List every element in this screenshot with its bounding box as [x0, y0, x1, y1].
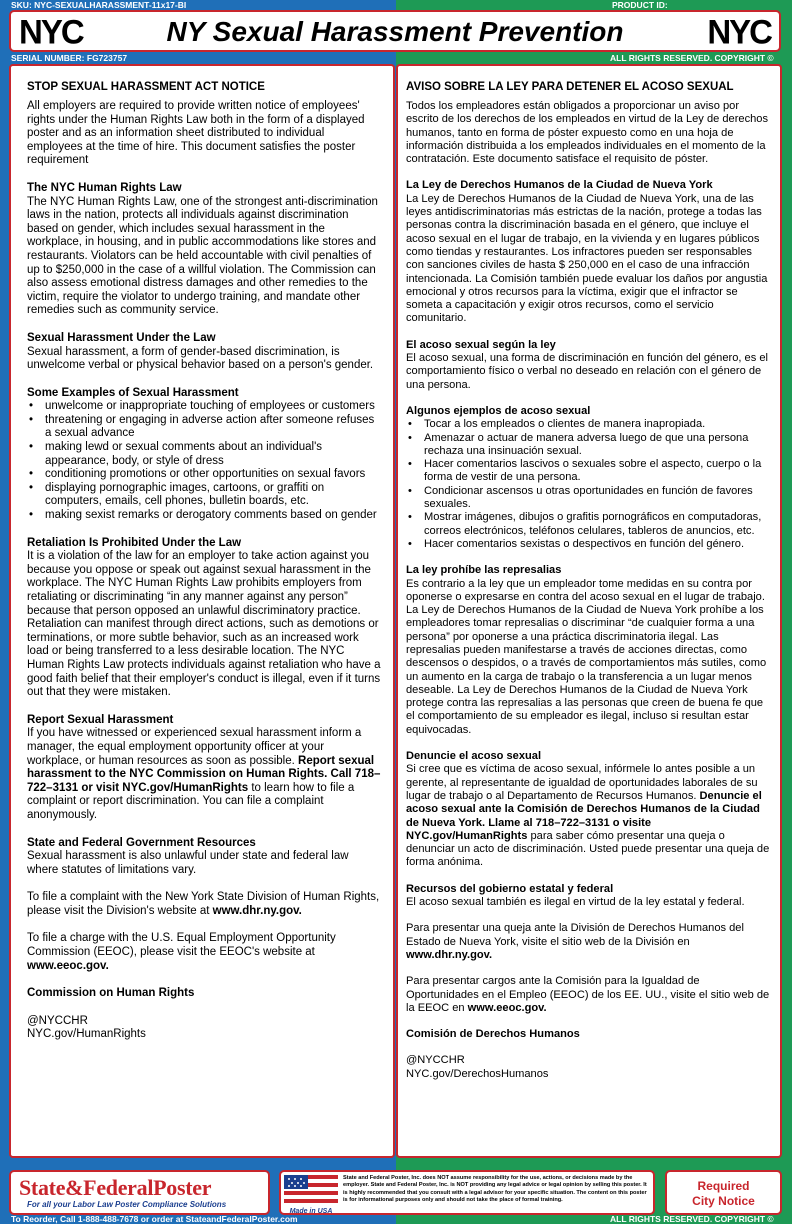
twitter-handle: @NYCCHR	[27, 1014, 88, 1027]
english-section-report	[27, 714, 381, 823]
section-body: The NYC Human Rights Law, one of the strongest anti-discrimination laws in the nation, protects all individuals against discrimination based on gender, which includes sexual harassment in the workplace, in housing, and in public accommodations like stores and restaurants. Violators can be held accountable with civil penalties of up to $250,000 in the case of a willful violation. The Commission can also assess emotional distress damages and other remedies to the victim, require the violator to undergo training, and mandate other remedies such as community service.	[27, 195, 378, 317]
city-notice-label: City Notice	[692, 1194, 755, 1208]
section-body: La Ley de Derechos Humanos de la Ciudad de Nueva York, una de las leyes antidiscriminatorias más estrictas de la nación, protege a todas las personas contra la discriminación basada en el género, que incluye el acoso sexual en el lugar de trabajo, en la vivienda y en lugares públicos como tiendas y restaurantes. Los infractores pueden ser responsables con sanciones civiles de hasta $ 250,000 en el caso de una infracción intencionada. La Comisión también puede evaluar los daños por angustia emocional y otros recursos para la víctima, exigir que el infractor se someta a capacitación y exigir otros recursos, como el servicio comunitario.	[406, 192, 768, 325]
disclaimer-text: State and Federal Poster, Inc. does NOT assume responsibility for the use, actions, or decisions made by the employer. State and Federal Poster, Inc. is NOT providing any legal advice or legal opinion by selling this poster. It is highly recommended that you consult with a legal advisor for your specific situation. The content on this poster is for informational purposes only and should not take the place of formal training.	[343, 1175, 647, 1203]
list-item: • making sexist remarks or derogatory comments based on gender	[27, 509, 381, 523]
spanish-intro: Todos los empleadores están obligados a proporcionar un aviso por escrito de los derechos de los empleados en virtud de la Ley de derechos humanos, tanto en forma de póster expuesto como en una hoja de información distribuida a los empleados individuales en el momento de la contratación. Este documento satisface el requisito de póster.	[406, 100, 768, 166]
eeoc-link[interactable]: www.eeoc.gov.	[467, 1001, 547, 1014]
section-body: El acoso sexual también es ilegal en virtud de la ley estatal y federal.	[406, 896, 745, 909]
section-body: Sexual harassment, a form of gender-based discrimination, is unwelcome verbal or physical behavior based on a person's gender.	[27, 345, 374, 372]
brand-tagline: For all your Labor Law Poster Compliance Solutions	[27, 1200, 227, 1209]
reorder-info: To Reorder, Call 1-888-488-7678 or order at StateandFederalPoster.com	[11, 1214, 298, 1224]
poster-title: NY Sexual Harassment Prevention	[166, 16, 624, 47]
spanish-section-resources	[406, 883, 770, 910]
dhr-text: Para presentar una queja ante la División de Derechos Humanos del Estado de Nueva York, visite el sitio web de la División en	[406, 922, 744, 948]
section-heading: Sexual Harassment Under the Law	[27, 331, 216, 344]
brand-logo-box	[9, 1170, 270, 1215]
section-heading: Some Examples of Sexual Harassment	[27, 386, 239, 399]
product-id-label: PRODUCT ID:	[612, 0, 668, 10]
spanish-dhr	[406, 922, 770, 962]
commission-name: Comisión de Derechos Humanos	[406, 1028, 580, 1041]
list-item: • Condicionar ascensos u otras oportunidades en función de favores sexuales.	[406, 485, 770, 512]
list-item: • conditioning promotions or other opportunities on sexual favors	[27, 468, 381, 482]
spanish-eeoc	[406, 975, 770, 1015]
spanish-contact	[406, 1054, 770, 1081]
section-heading: Denuncie el acoso sexual	[406, 750, 542, 763]
list-item: • Tocar a los empleados o clientes de manera inapropiada.	[406, 418, 770, 431]
section-heading: La Ley de Derechos Humanos de la Ciudad de Nueva York	[406, 179, 713, 192]
disclaimer-box	[279, 1170, 655, 1215]
english-dhr	[27, 891, 381, 918]
section-heading: Retaliation Is Prohibited Under the Law	[27, 536, 242, 549]
section-body: Si cree que es víctima de acoso sexual, infórmele lo antes posible a un gerente, al representante de igualdad de oportunidades laborales de su lugar de trabajo o al Departamento de Recursos Humanos.	[406, 763, 758, 802]
section-heading: Recursos del gobierno estatal y federal	[406, 882, 614, 895]
poster-header	[9, 10, 781, 52]
eeoc-text: To file a charge with the U.S. Equal Employment Opportunity Commission (EEOC), please visit the EEOC's website at	[27, 932, 336, 959]
list-item: • displaying pornographic images, cartoons, or graffiti on computers, emails, cell phones, bulletin boards, etc.	[27, 482, 381, 509]
brand-logo: State&FederalPoster	[19, 1175, 212, 1200]
commission-name: Commission on Human Rights	[27, 987, 195, 1000]
spanish-section-hrl	[406, 179, 770, 325]
list-item: • Amenazar o actuar de manera adversa luego de que una persona rechaza una insinuación sexual.	[406, 432, 770, 459]
english-contact	[27, 1015, 381, 1042]
website-link[interactable]: NYC.gov/HumanRights	[27, 1028, 146, 1041]
dhr-text: To file a complaint with the New York State Division of Human Rights, please visit the Division's website at	[27, 891, 380, 917]
list-item: • Hacer comentarios lascivos o sexuales sobre el aspecto, cuerpo o la forma de vestir de una persona.	[406, 458, 770, 485]
eeoc-text: Para presentar cargos ante la Comisión para la Igualdad de Oportunidades en el Empleo (EEOC) de los EE. UU., visite el sitio web de la EEOC en	[406, 975, 770, 1014]
section-heading: El acoso sexual según la ley	[406, 338, 556, 351]
report-call-to-action: Report sexual harassment to the NYC Commission on Human Rights. Call 718–722–3131 or visit NYC.gov/HumanRights	[27, 754, 381, 794]
section-heading: La ley prohíbe las represalias	[406, 564, 562, 577]
spanish-section-retaliation	[406, 564, 770, 737]
examples-list	[27, 400, 381, 522]
twitter-handle: @NYCCHR	[406, 1054, 465, 1067]
required-notice-badge	[665, 1170, 782, 1215]
usa-flag-icon	[284, 1175, 338, 1215]
spanish-panel	[396, 64, 782, 1158]
sku-label: SKU: NYC-SEXUALHARASSMENT-11x17-BI	[11, 0, 187, 10]
spanish-section-law	[406, 339, 770, 392]
english-panel	[9, 64, 395, 1158]
section-heading: The NYC Human Rights Law	[27, 181, 182, 194]
examples-list	[406, 418, 770, 551]
section-body: It is a violation of the law for an employer to take action against you because you oppose or speak out against sexual harassment in the workplace. The NYC Human Rights Law prohibits employers from retaliating or discriminating “in any manner against any person” because that person opposed an unlawful discriminatory practice. Retaliation can manifest through direct actions, such as demotions or terminations, or more subtle behavior, such as an increased work load or being transferred to a less desirable location. The NYC Human Rights Law protects individuals against retaliation who have a good faith belief that their employer's conduct is illegal, even if it turns out that they were mistaken.	[27, 550, 381, 699]
spanish-section-examples	[406, 405, 770, 551]
section-heading: Report Sexual Harassment	[27, 713, 174, 726]
list-item: • Hacer comentarios sexistas o despectivos en función del género.	[406, 538, 770, 551]
english-intro: All employers are required to provide written notice of employees' rights under the Human Rights Law both in the form of a displayed poster and as an information sheet distributed to individual employees at the time of hire. This document satisfies the poster requirement	[27, 100, 365, 167]
nyc-logo-right: NYC	[707, 12, 771, 51]
made-in-usa-label: Made in USA	[289, 1208, 333, 1215]
english-section-hrl	[27, 182, 381, 318]
serial-number: SERIAL NUMBER: FG723757	[11, 53, 128, 63]
copyright-bottom: ALL RIGHTS RESERVED. COPYRIGHT ©	[610, 1214, 774, 1224]
eeoc-link[interactable]: www.eeoc.gov.	[27, 959, 109, 972]
english-notice-title: STOP SEXUAL HARASSMENT ACT NOTICE	[27, 81, 265, 93]
english-eeoc	[27, 932, 381, 973]
spanish-section-report	[406, 750, 770, 870]
list-item: • unwelcome or inappropriate touching of employees or customers	[27, 400, 381, 414]
english-section-examples	[27, 387, 381, 523]
dhr-link[interactable]: www.dhr.ny.gov.	[406, 948, 493, 961]
english-section-retaliation	[27, 537, 381, 700]
spanish-notice-title: AVISO SOBRE LA LEY PARA DETENER EL ACOSO SEXUAL	[406, 81, 734, 93]
section-body: Sexual harassment is also unlawful under state and federal law where statutes of limitations vary.	[27, 850, 349, 876]
section-heading: Algunos ejemplos de acoso sexual	[406, 404, 591, 417]
section-heading: State and Federal Government Resources	[27, 836, 256, 849]
section-body: El acoso sexual, una forma de discriminación en función del género, es el comportamiento físico o verbal no deseado en relación con el género de una persona.	[406, 352, 768, 391]
list-item: • Mostrar imágenes, dibujos o grafitis pornográficos en computadoras, correos electrónicos, teléfonos celulares, tableros de anuncios, etc.	[406, 511, 770, 538]
list-item: • threatening or engaging in adverse action after someone refuses a sexual advance	[27, 414, 381, 441]
dhr-link[interactable]: www.dhr.ny.gov.	[212, 904, 302, 917]
required-label: Required	[697, 1179, 750, 1193]
nyc-logo-left: NYC	[19, 12, 83, 51]
list-item: • making lewd or sexual comments about an individual's appearance, body, or style of dress	[27, 441, 381, 468]
english-section-law	[27, 332, 381, 373]
english-section-resources	[27, 837, 381, 878]
section-body: Es contrario a la ley que un empleador tome medidas en su contra por oponerse o expresarse en contra del acoso sexual en el lugar de trabajo. La Ley de Derechos Humanos de la Ciudad de Nueva York prohíbe a los empleadores tomar represalias o discriminar “de cualquier forma a una persona” por oponerse a una práctica discriminatoria ilegal. Las represalias pueden manifestarse a través de acciones directas, como descensos o despidos, o a través de comportamientos más sutiles, como un aumento en la carga de trabajo o la transferencia a un lugar menos deseable. La Ley de Derechos Humanos de la Ciudad de Nueva York protege contra las represalias a las personas que creen de buena fe que el comportamiento de su empleador es ilegal, incluso si resultan estar equivocadas.	[406, 577, 767, 736]
report-call-to-action: Denuncie el acoso sexual ante la Comisión de Derechos Humanos de la Ciudad de Nueva York. Llame al 718–722–3131 o visite NYC.gov/HumanRights	[406, 789, 762, 842]
section-body: para saber cómo presentar una queja o denunciar un acto de discriminación. Usted puede presentar una queja de forma anónima.	[406, 829, 770, 869]
section-body: If you have witnessed or experienced sexual harassment inform a manager, the equal employment opportunity officer at your workplace, or human resources as soon as possible.	[27, 727, 362, 767]
section-body: to learn how to file a complaint or report discrimination. You can file a complaint anonymously.	[27, 781, 355, 821]
website-link[interactable]: NYC.gov/DerechosHumanos	[406, 1067, 549, 1080]
copyright-top: ALL RIGHTS RESERVED. COPYRIGHT ©	[610, 53, 774, 63]
